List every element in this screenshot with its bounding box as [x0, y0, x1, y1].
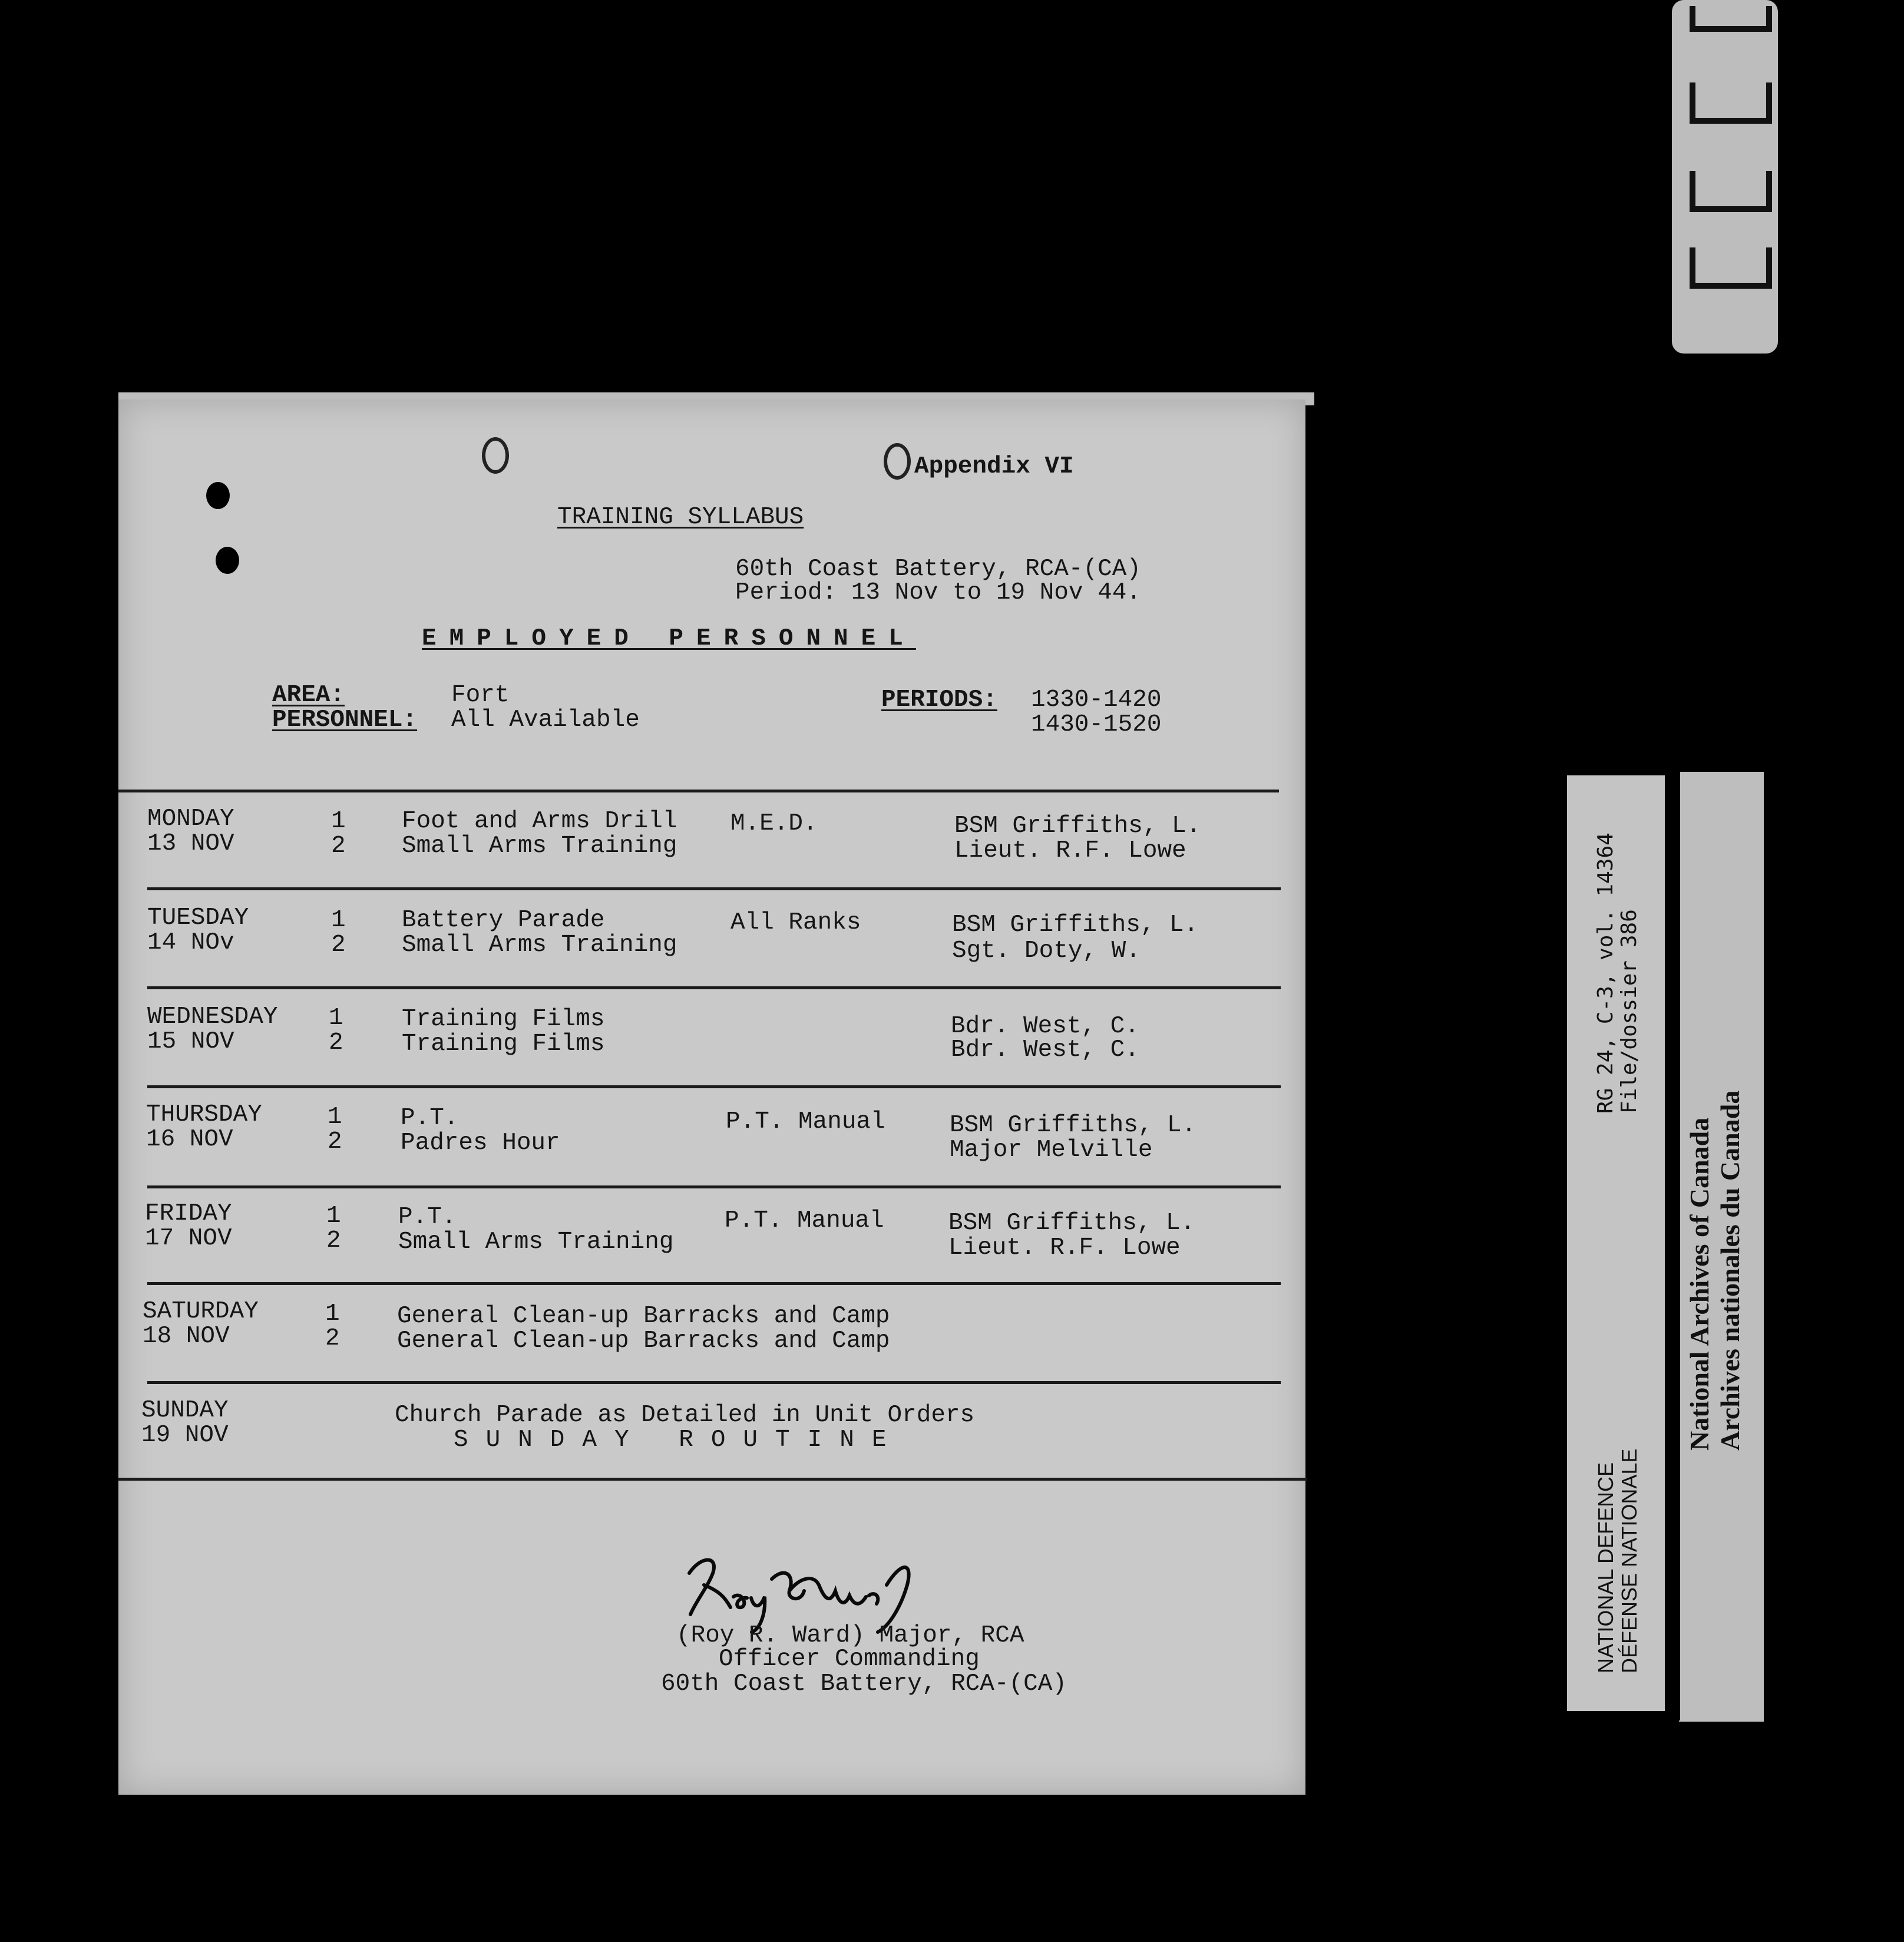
subject: Training Films	[402, 1031, 605, 1058]
instructor: BSM Griffiths, L.	[948, 1210, 1195, 1237]
personnel-label: PERSONNEL:	[272, 706, 418, 734]
day-name: SATURDAY	[143, 1298, 259, 1325]
day-date: 18 NOV	[143, 1323, 230, 1350]
periods-label: PERIODS:	[881, 686, 997, 714]
punch-mark	[216, 547, 239, 574]
instructor: Major Melville	[950, 1137, 1153, 1164]
archive-reference-line1: RG 24, C-3, vol. 14364	[1594, 833, 1618, 1114]
day-name: THURSDAY	[146, 1101, 262, 1128]
table-rule	[147, 1085, 1281, 1088]
subject: Small Arms Training	[402, 932, 677, 959]
reference: P.T. Manual	[725, 1207, 884, 1234]
period-number: 1	[329, 1005, 343, 1032]
instructor: BSM Griffiths, L.	[950, 1112, 1196, 1139]
period-number: 2	[328, 1128, 342, 1155]
table-rule	[147, 986, 1281, 989]
instructor: Bdr. West, C.	[951, 1013, 1139, 1040]
unit-name: 60th Coast Battery, RCA-(CA)	[735, 556, 1141, 583]
table-rule	[118, 1478, 1307, 1481]
period-number: 2	[329, 1029, 343, 1056]
subject: Battery Parade	[402, 907, 605, 934]
period-number: 2	[325, 1325, 340, 1352]
day-date: 19 NOV	[141, 1422, 229, 1449]
personnel-value: All Available	[451, 706, 640, 734]
table-rule	[147, 887, 1281, 890]
subject: General Clean-up Barracks and Camp	[397, 1303, 890, 1330]
film-edge-marks	[1672, 0, 1778, 354]
day-name: FRIDAY	[145, 1200, 232, 1227]
instructor: Lieut. R.F. Lowe	[954, 837, 1186, 864]
day-date: 17 NOV	[145, 1225, 232, 1252]
document-subtitle: EMPLOYED PERSONNEL	[422, 625, 916, 652]
punch-hole	[482, 437, 509, 474]
period-number: 2	[331, 833, 346, 860]
signatory-role: Officer Commanding	[719, 1646, 980, 1673]
signatory-unit: 60th Coast Battery, RCA-(CA)	[661, 1670, 1067, 1697]
subject: Church Parade as Detailed in Unit Orders	[395, 1402, 975, 1429]
subject: Small Arms Training	[398, 1228, 674, 1256]
instructor: BSM Griffiths, L.	[952, 911, 1199, 939]
department-fr: DÉFENSE NATIONALE	[1617, 1448, 1641, 1673]
archive-reference-line2: File/dossier 386	[1617, 909, 1641, 1114]
day-name: WEDNESDAY	[147, 1003, 278, 1031]
period-number: 1	[325, 1300, 340, 1327]
period-1: 1330-1420	[1031, 686, 1162, 714]
document-title: TRAINING SYLLABUS	[557, 504, 804, 531]
subject: Padres Hour	[401, 1129, 560, 1157]
subject: Training Films	[402, 1006, 605, 1033]
period-range: Period: 13 Nov to 19 Nov 44.	[735, 579, 1141, 606]
reference: P.T. Manual	[726, 1108, 885, 1135]
day-name: SUNDAY	[141, 1397, 229, 1424]
table-rule	[147, 1282, 1281, 1285]
instructor: BSM Griffiths, L.	[954, 813, 1201, 840]
area-label: AREA:	[272, 682, 345, 709]
period-number: 1	[328, 1104, 342, 1131]
instructor: Bdr. West, C.	[951, 1036, 1139, 1064]
punch-mark	[206, 482, 230, 509]
subject: General Clean-up Barracks and Camp	[397, 1327, 890, 1355]
punch-hole	[884, 443, 911, 480]
day-date: 13 NOV	[147, 830, 234, 857]
period-number: 1	[331, 808, 346, 835]
signatory-name: (Roy R. Ward) Major, RCA	[676, 1622, 1024, 1649]
subject: Small Arms Training	[402, 833, 677, 860]
archives-name-fr: Archives nationales du Canada	[1715, 1090, 1745, 1451]
day-date: 15 NOV	[147, 1028, 234, 1055]
instructor: Lieut. R.F. Lowe	[948, 1234, 1181, 1261]
instructor: Sgt. Doty, W.	[952, 937, 1141, 965]
day-date: 16 NOV	[146, 1126, 233, 1153]
period-number: 2	[326, 1227, 341, 1254]
archives-name-en: National Archives of Canada	[1684, 1117, 1714, 1451]
reference: All Ranks	[730, 909, 861, 936]
day-name: TUESDAY	[147, 904, 249, 932]
subject: P.T.	[401, 1105, 459, 1132]
subject: P.T.	[398, 1204, 457, 1231]
appendix-label: Appendix VI	[914, 453, 1074, 480]
period-2: 1430-1520	[1031, 711, 1162, 738]
reference: M.E.D.	[730, 810, 818, 837]
subject: Foot and Arms Drill	[402, 808, 677, 835]
table-rule	[147, 1381, 1281, 1384]
day-date: 14 NOv	[147, 929, 234, 956]
period-number: 2	[331, 932, 346, 959]
area-value: Fort	[451, 682, 510, 709]
table-rule	[147, 1185, 1281, 1188]
period-number: 1	[331, 907, 346, 934]
table-rule	[118, 790, 1279, 792]
period-number: 1	[326, 1203, 341, 1230]
day-name: MONDAY	[147, 805, 234, 833]
department-en: NATIONAL DEFENCE	[1594, 1462, 1618, 1673]
routine-note: SUNDAY ROUTINE	[454, 1426, 904, 1454]
